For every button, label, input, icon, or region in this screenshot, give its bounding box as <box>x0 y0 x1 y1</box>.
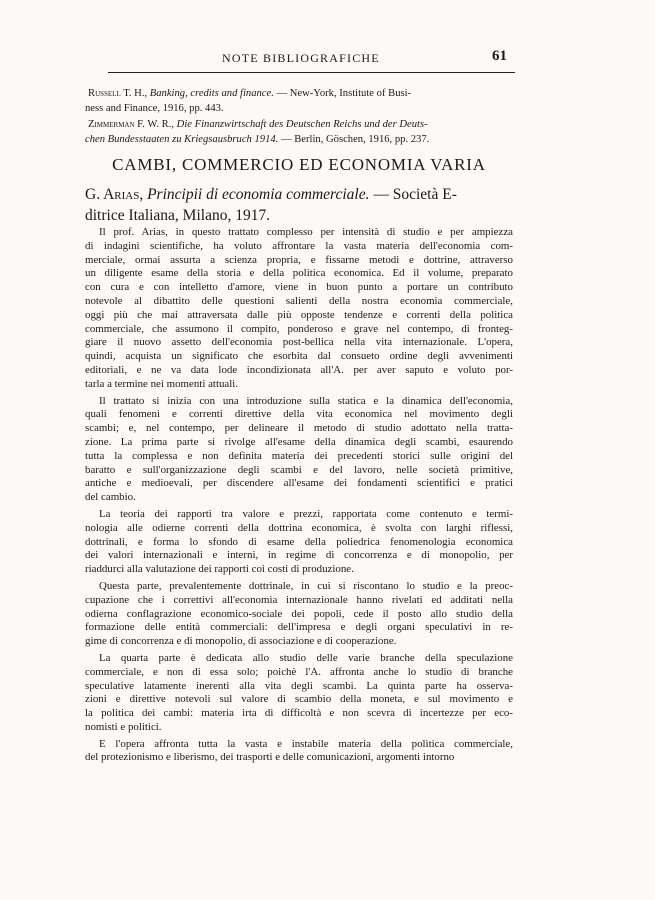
body-line: del cambio. <box>85 491 136 504</box>
bib-author: Russell T. H., <box>88 88 148 99</box>
bib-author: Zimmerman F. W. R., <box>88 119 175 130</box>
body-line: La teoria dei rapporti tra valore e prezzi, rapportata come contenuto e termi- <box>99 507 513 520</box>
body-line: quindi, acquista un significato che esorbita dal consueto ordine degli avvenimenti <box>85 350 513 363</box>
body-line: gime di concorrenza e di monopolio, di associazione e di cooperazione. <box>85 635 397 648</box>
body-line: cupazione che i correttivi all'economia internazionale hanno rivelati ed additati nella <box>85 593 513 606</box>
bib-title: Die Finanzwirtschaft des Deutschen Reichs und der Deuts- <box>176 119 428 130</box>
body-line: tarla a termine nei momenti attuali. <box>85 377 239 390</box>
review-publisher: — Società E- <box>373 186 457 203</box>
bibliography-entry-russell <box>85 86 513 116</box>
body-line: del protezionismo e liberismo, dei trasporti e delle comunicazioni, argomenti intorno <box>85 751 455 764</box>
body-line: un diligente esame della storia e della politica economica. Ed il volume, preparato <box>85 267 513 280</box>
bib-continuation: ness and Finance, 1916, pp. 443. <box>85 103 224 114</box>
body-line: Questa parte, prevalentemente dottrinale, in cui si riscontano lo studio e la preoc- <box>99 579 513 592</box>
review-publisher-continuation: ditrice Italiana, Milano, 1917. <box>85 207 271 224</box>
review-author: G. Arias, <box>85 186 144 203</box>
body-line: scambi; e, nel contempo, per delineare il metodo di studio adottato nella tratta- <box>85 422 513 435</box>
body-line: formazione delle entità commerciali: dell'impresa e degli organi speculativi in re- <box>85 621 513 634</box>
body-line: oggi più che mai attraversata dalle più opposte tendenze e correnti della politica <box>85 308 513 321</box>
review-heading <box>85 184 513 226</box>
body-line: Il trattato si inizia con una introduzione sulla statica e la dinamica dell'economia, <box>99 394 513 407</box>
running-head <box>108 48 507 70</box>
body-line: quali fenomeni e correnti direttive della vita economica nel movimento degli <box>85 408 513 421</box>
body-line: la politica dei cambi: materia irta di difficoltà e non scevra di incertezze per eco- <box>85 707 513 720</box>
body-line: nomisti e politici. <box>85 720 162 733</box>
body-line: con cura e con intelletto d'amore, viene in buon punto a portare un contributo <box>85 281 513 294</box>
bib-publisher: — New-York, Institute of Busi- <box>276 88 412 99</box>
bib-publisher: — Berlin, Göschen, 1916, pp. 237. <box>280 134 430 145</box>
body-line: La quarta parte è dedicata allo studio delle varie branche della speculazione <box>99 651 513 664</box>
body-line: merciale, ormai assurta a scienza propria, e fissarne metodi e dottrine, attraverso <box>85 253 513 266</box>
body-line: zioni e direttive notevoli sul valore di scambio della moneta, e sul movimento e <box>85 693 513 706</box>
body-line: speculative latamente inerenti alla vita degli scambi. La quinta parte ha osserva- <box>85 679 513 692</box>
body-line: tutta la complessa e non definita materia dei precedenti storici sulle origini del <box>85 449 513 462</box>
page-number: 61 <box>492 48 507 64</box>
body-line: baratto e sull'organizzazione degli scambi e del lavoro, nelle società primitive, <box>85 463 513 476</box>
body-line: giare il nuovo assetto dell'economia post-bellica nella vita internazionale. L'opera, <box>85 336 513 349</box>
header-rule <box>108 72 515 73</box>
body-line: Il prof. Arias, in questo trattato complesso per intensità di studio e per ampiezza <box>99 226 513 238</box>
review-title: Principii di economia commerciale. <box>147 186 370 203</box>
body-line: di indagini scientifiche, ha voluto affrontare la vasta materia dell'economia com- <box>85 239 513 252</box>
bibliography-entry-zimmerman <box>85 117 513 147</box>
body-line: dei valori internazionali e interni, in regime di concorrenza e di monopolio, per <box>85 549 513 562</box>
body-line: E l'opera affronta tutta la vasta e instabile materia della politica commerciale, <box>99 737 513 750</box>
review-body <box>85 226 513 765</box>
body-line: editoriali, e ne va data lode incondizionata all'A. per aver saputo e voluto por- <box>85 363 513 376</box>
body-line: riaddurci alla valutazione dei rapporti coi costi di produzione. <box>85 563 354 576</box>
body-line: commerciale, e non di essa solo; poichè l'A. affronta anche lo studio di branche <box>85 665 513 678</box>
body-line: commerciale, che assumono il compito, ponderoso e grave nel contempo, di fronteg- <box>85 322 513 335</box>
running-title: NOTE BIBLIOGRAFICHE <box>222 51 380 65</box>
body-line: antiche e medioevali, per discendere all'esame dei fondamenti scientifici e pratici <box>85 477 513 490</box>
body-line: nologia alle odierne correnti della dottrina economica, è svolta con larghi riflessi, <box>85 521 513 534</box>
body-line: dottrinali, e forma lo sfondo di esame della poliedrica fenomenologia economica <box>85 535 513 548</box>
body-line: zione. La prima parte si rivolge all'esame della dinamica degli scambi, esaurendo <box>85 435 513 448</box>
bib-title: Banking, credits and finance. <box>149 88 274 99</box>
bib-title-continuation: chen Bundesstaaten zu Kriegsausbruch 1914. <box>85 134 279 145</box>
section-heading: CAMBI, COMMERCIO ED ECONOMIA VARIA <box>112 155 486 174</box>
body-line: notevole al dibattito delle questioni salienti della nostra economia commerciale, <box>85 294 513 307</box>
body-line: odierna conflagrazione economico-sociale dei popoli, cede il posto allo studio della <box>85 607 513 620</box>
